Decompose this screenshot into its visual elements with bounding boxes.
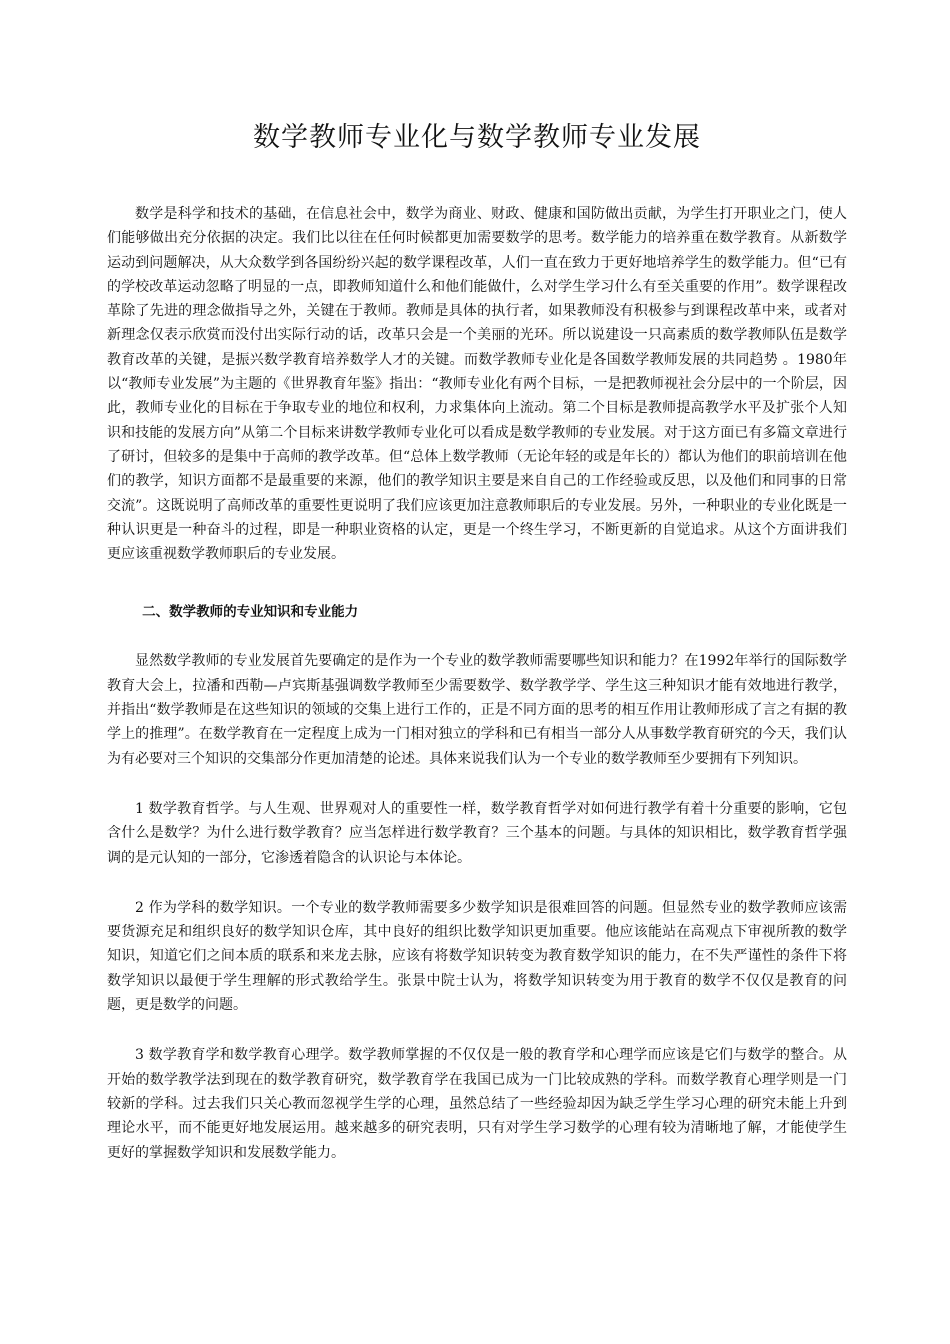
section-paragraph: 显然数学教师的专业发展首先要确定的是作为一个专业的数学教师需要哪些知识和能力？在1992年举行的国际数学教育大会上，拉潘和西勒—卢宾斯基强调数学教师至少需要数学、数学教学学、学生这三种知识才能有效地进行教学，并指出“数学教师是在这些知识的领域的交集上进行工作的，正是不同方面的思考的相互作用让教师形成了言之有据的教学上的推理”。在数学教育在一定程度上成为一门相对独立的学科和已有相当一部分人从事数学教育研究的今天，我们认为有必要对三个知识的交集部分作更加清楚的论述。具体来说我们认为一个专业的数学教师至少要拥有下列知识。 <box>107 653 847 767</box>
spacer <box>107 566 847 600</box>
document-page <box>107 118 847 1165</box>
document-title: 数学教师专业化与数学教师专业发展 <box>253 122 701 153</box>
intro-paragraph: 数学是科学和技术的基础，在信息社会中，数学为商业、财政、健康和国防做出贡献，为学生打开职业之门，使人们能够做出充分依据的决定。我们比以往在任何时候都更加需要数学的思考。数学能力的培养重在数学教育。从新数学运动到问题解决，从大众数学到各国纷纷兴起的数学课程改革，人们一直在致力于更好地培养学生的数学能力。但“已有的学校改革运动忽略了明显的一点，即教师知道什么和他们能做什，么对学生学习什么有至关重要的作用”。数学课程改革除了先进的理念做指导之外，关键在于教师。教师是具体的执行者，如果教师没有积极参与到课程改革中来，或者对新理念仅表示欣赏而没付出实际行动的话，改革只会是一个美丽的光环。所以说建设一只高素质的数学教师队伍是数学教育改革的关键，是振兴数学教育培养数学人才的关键。而数学教师专业化是各国数学教师发展的共同趋势 。1980年以“教师专业发展”为主题的《世界教育年鉴》指出：“教师专业化有两个目标，一是把教师视社会分层中的一个阶层，因此，教师专业化的目标在于争取专业的地位和权利，力求集体向上流动。第二个目标是教师提高教学水平及扩张个人知识和技能的发展方向”从第二个目标来讲数学教师专业化可以看成是数学教师的专业发展。对于这方面已有多篇文章进行了研讨，但较多的是集中于高师的教学改革。但“总体上数学教师（无论年轻的或是年长的）都认为他们的职前培训在他们的教学，知识方面都不是最重要的来源，他们的教学知识主要是来自自己的工作经验或反思，以及他们和同事的日常交流”。这既说明了高师改革的重要性更说明了我们应该更加注意教师职后的专业发展。另外，一种职业的专业化既是一种认识更是一种奋斗的过程，即是一种职业资格的认定，更是一个终生学习，不断更新的自觉追求。从这个方面讲我们更应该重视数学教师职后的专业发展。 <box>107 206 847 563</box>
spacer <box>107 771 847 797</box>
section-heading: 二、数学教师的专业知识和专业能力 <box>142 604 359 621</box>
list-item: 3 数学教育学和数学教育心理学。数学教师掌握的不仅仅是一般的教育学和心理学而应该是它们与数学的整合。从开始的数学教学法到现在的数学教育研究，数学教育学在我国已成为一门比较成熟的学科。而数学教育心理学则是一门较新的学科。过去我们只关心教而忽视学生学的心理，虽然总结了一些经验却因为缺乏学生学习心理的研究未能上升到理论水平，而不能更好地发展运用。越来越多的研究表明，只有对学生学习数学的心理有较为清晰地了解，才能使学生更好的掌握数学知识和发展数学能力。 <box>107 1047 847 1161</box>
list-item: 2 作为学科的数学知识。一个专业的数学教师需要多少数学知识是很难回答的问题。但显然专业的数学教师应该需要货源充足和组织良好的数学知识仓库，其中良好的组织比数学知识更加重要。他应该能站在高观点下审视所教的数学知识，知道它们之间本质的联系和来龙去脉，应该有将数学知识转变为教育数学知识的能力，在不失严谨性的条件下将数学知识以最便于学生理解的形式教给学生。张景中院士认为，将数学知识转变为用于教育的数学不仅仅是教育的问题，更是数学的问题。 <box>107 899 847 1014</box>
spacer <box>107 870 847 896</box>
list-item: 1 数学教育哲学。与人生观、世界观对人的重要性一样，数学教育哲学对如何进行教学有着十分重要的影响，它包含什么是数学？为什么进行数学教育？应当怎样进行数学教育？三个基本的问题。与具体的知识相比，数学教育哲学强调的是元认知的一部分，它渗透着隐含的认识论与本体论。 <box>107 800 847 866</box>
spacer <box>107 1017 847 1043</box>
